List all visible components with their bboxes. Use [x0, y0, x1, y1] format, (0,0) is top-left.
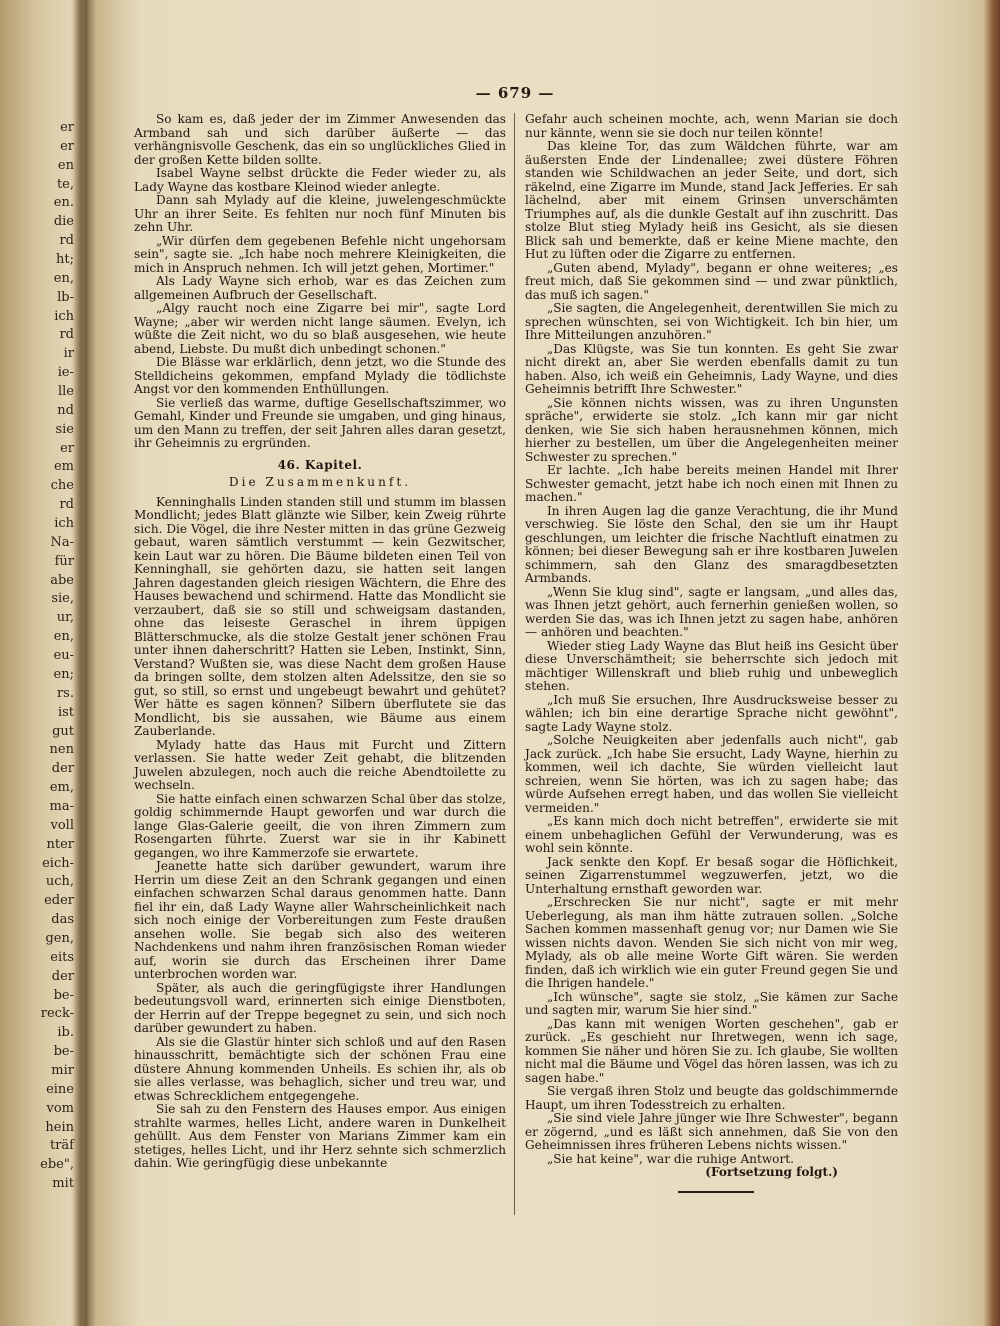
margin-fragment: en;	[53, 666, 74, 682]
left-text-column	[134, 113, 506, 1171]
margin-fragment: sie	[55, 421, 74, 437]
margin-fragment: ma-	[49, 798, 74, 814]
margin-fragment: ich	[54, 516, 74, 532]
chapter-subtitle: Die Zusammenkunft.	[228, 475, 412, 489]
margin-fragment: rd	[59, 497, 74, 513]
paragraph: „Ich muß Sie ersuchen, Ihre Ausdrucksweise besser zu wählen; ich bin eine derartige Sprache nicht gewöhnt", sagte Lady Wayne stolz.	[525, 692, 898, 734]
margin-fragment: vom	[46, 1100, 74, 1116]
margin-fragment: ist	[57, 704, 74, 720]
margin-fragment: ebe",	[40, 1157, 74, 1173]
paragraph: „Sie können nichts wissen, was zu ihren Ungunsten spräche", erwiderte sie stolz. „Ich kann mir gar nicht denken, wie Sie sich haben herausnehmen können, mich hierher zu bestellen, um über die Angelegenheiten meiner Schwester zu sprechen."	[525, 395, 898, 464]
margin-fragment: eine	[46, 1081, 74, 1097]
paragraph: „Sie sind viele Jahre jünger wie Ihre Schwester", begann er zögernd, „und es läßt sich annehmen, daß Sie von den Geheimnissen ihres früheren Lebens nichts wissen."	[525, 1111, 898, 1152]
paragraph: „Das Klügste, was Sie tun konnten. Es geht Sie zwar nicht direkt an, aber Sie werden ebenfalls damit zu tun haben. Also, ich weiß ein Geheimnis, Lady Wayne, und dies Geheimnis betrifft Ihre Schwester."	[525, 341, 898, 396]
margin-fragment: er	[60, 120, 74, 135]
column-divider	[514, 113, 515, 1215]
paragraph: Jeanette hatte sich darüber gewundert, warum ihre Herrin um diese Zeit an den Schrank gegangen und einen einfachen schwarzen Schal daraus genommen hatte. Dann fiel ihr ein, daß Lady Wayne aller Wahrscheinlichkeit nach sich noch einige der Vorbereitungen zum Feste draußen ansehen wolle. Sie begab sich also des weiteren Nachdenkens und nahm ihren französischen Roman wieder auf, worin sie durch das Erscheinen ihrer Dame unterbrochen worden war.	[134, 859, 506, 981]
margin-fragment: Na-	[50, 534, 74, 550]
margin-fragment: ir	[63, 346, 74, 362]
margin-fragment: reck-	[40, 1006, 74, 1022]
margin-fragment: gen,	[45, 930, 74, 946]
paragraph: Isabel Wayne selbst drückte die Feder wieder zu, als Lady Wayne das kostbare Kleinod wieder anlegte.	[134, 166, 506, 194]
paragraph: Wieder stieg Lady Wayne das Blut heiß ins Gesicht über diese Unverschämtheit; sie beherrschte sich jedoch mit mächtiger Willenskraft und blieb ruhig und unbeweglich stehen.	[525, 638, 898, 693]
paragraph: „Das kann mit wenigen Worten geschehen", gab er zurück. „Es geschieht nur Ihretwegen, wenn ich sage, kommen Sie näher und hören Sie zu. Ich glaube, Sie wollten nicht mal die Bäume und Vögel das hören lassen, was ich zu sagen habe."	[525, 1016, 898, 1085]
paragraph: Jack senkte den Kopf. Er besaß sogar die Höflichkeit, seinen Zigarrenstummel wegzuwerfen, jetzt, wo die Unterhaltung ernsthaft geworden war.	[525, 854, 898, 896]
margin-fragment: das	[51, 912, 74, 928]
paragraph: „Sie hat keine", war die ruhige Antwort.	[547, 1151, 794, 1166]
paragraph: „Wir dürfen dem gegebenen Befehle nicht ungehorsam sein", sagte sie. „Ich habe noch mehrere Kleinigkeiten, die mich in Anspruch nehmen. Ich will jetzt gehen, Mortimer."	[134, 233, 506, 275]
paragraph: So kam es, daß jeder der im Zimmer Anwesenden das Armband sah und sich darüber äußerte — das verhängnisvolle Geschenk, das ein so unglückliches Glied in der großen Kette bilden sollte.	[134, 112, 506, 167]
margin-fragment: mir	[51, 1062, 74, 1078]
paragraph: „Ich wünsche", sagte sie stolz, „Sie kämen zur Sache und sagten mir, warum Sie hier sind."	[525, 989, 898, 1017]
paragraph: Er lachte. „Ich habe bereits meinen Handel mit Ihrer Schwester gemacht, jetzt habe ich noch einen mit Ihnen zu machen."	[525, 463, 898, 504]
paragraph: „Guten abend, Mylady", begann er ohne weiteres; „es freut mich, daß Sie gekommen sind — und zwar pünktlich, das muß ich sagen."	[525, 260, 898, 302]
paragraph: Sie sah zu den Fenstern des Hauses empor. Aus einigen strahlte warmes, helles Licht, andere waren in Dunkelheit gehüllt. Aus dem Fenster von Marians Zimmer kam ein stetiges, helles Licht, und ihr Herz sehnte sich schmerzlich dahin. Wie geringfügig diese unbekannte	[134, 1102, 506, 1170]
margin-fragment: uch,	[45, 874, 74, 890]
margin-fragment: nter	[46, 836, 74, 852]
margin-fragment: er	[60, 440, 74, 456]
margin-fragment: che	[50, 478, 74, 494]
paragraph: Als sie die Glastür hinter sich schloß und auf den Rasen hinausschritt, bemächtigte sich der schönen Frau eine düstere Ahnung kommenden Unheils. Es schien ihr, als ob sie alles verlasse, was behaglich, sicher und treu war, und etwas Schrecklichem entgegengehe.	[134, 1034, 506, 1103]
margin-fragment: ur,	[56, 610, 74, 626]
margin-fragment: lle	[57, 384, 74, 400]
paragraph: Später, als auch die geringfügigste ihrer Handlungen bedeutungsvoll ward, erinnerten sich einige Dienstboten, der Herrin auf der Treppe begegnet zu sein, und sich noch darüber gewundert zu haben.	[134, 980, 506, 1035]
margin-fragment: en	[57, 157, 74, 173]
margin-fragment: träf	[49, 1138, 74, 1154]
book-gutter	[74, 0, 88, 1326]
margin-fragment: die	[53, 214, 74, 230]
paragraph: „Es kann mich doch nicht betreffen", erwiderte sie mit einem unbehaglichen Gefühl der Verwunderung, was es wohl sein könnte.	[525, 814, 898, 855]
margin-fragment: rd	[59, 233, 74, 249]
margin-fragment: eits	[50, 949, 74, 965]
margin-fragment: en,	[53, 270, 74, 286]
margin-fragment: rd	[59, 327, 74, 343]
left-page-margin-strip	[0, 0, 78, 1326]
paragraph: Dann sah Mylady auf die kleine, juwelengeschmückte Uhr an ihrer Seite. Es fehlten nur noch fünf Minuten bis zehn Uhr.	[134, 193, 506, 234]
chapter-heading: 46. Kapitel.	[277, 457, 363, 472]
margin-fragment: abe	[50, 572, 74, 588]
margin-fragment: nd	[57, 402, 74, 418]
margin-fragment: ht;	[56, 252, 74, 268]
end-rule	[678, 1191, 754, 1193]
paragraph: Sie vergaß ihren Stolz und beugte das goldschimmernde Haupt, um ihren Todesstreich zu erhalten.	[525, 1084, 898, 1112]
paragraph: Sie verließ das warme, duftige Gesellschaftszimmer, wo Gemahl, Kinder und Freunde sie umgaben, und ging hinaus, um den Mann zu treffen, der seit Jahren alles daran gesetzt, ihr Geheimnis zu ergründen.	[134, 395, 506, 450]
paragraph: In ihren Augen lag die ganze Verachtung, die ihr Mund verschwieg. Sie löste den Schal, den sie um ihr Haupt geschlungen, um leichter die frische Nachtluft einatmen zu können; bei dieser Bewegung sah er ihre kostbaren Juwelen schimmern, sah den Glanz des smaragdbesetzten Armbands.	[525, 503, 898, 585]
paragraph: Mylady hatte das Haus mit Furcht und Zittern verlassen. Sie hatte weder Zeit gehabt, die blitzenden Juwelen abzulegen, noch auch die reiche Abendtoilette zu wechseln.	[134, 737, 506, 792]
paragraph: Das kleine Tor, das zum Wäldchen führte, war am äußersten Ende der Lindenallee; zwei düstere Föhren standen wie Schildwachen an jeder Seite, und dort, sich räkelnd, eine Zigarre im Munde, stand Jack Jefferies. Er sah lächelnd, aber mit einem Grinsen unverschämten Triumphes auf, als die dunkle Gestalt auf ihn zuschritt. Das stolze Blut stieg Mylady heiß ins Gesicht, als sie diesen Blick sah und bemerkte, daß er keine Miene machte, den Hut zu lüften oder die Zigarre zu entfernen.	[525, 139, 898, 261]
paragraph: Kenninghalls Linden standen still und stumm im blassen Mondlicht; jedes Blatt glänzte wie Silber, kein Zweig rührte sich. Die Vögel, die ihre Nester mitten in das grüne Gezweig gebaut, waren sämtlich verstummt — kein Gezwitscher, kein Laut war zu hören. Die Bäume bildeten einen Teil von Kenninghall, sie gehörten dazu, sie hatten seit langen Jahren dagestanden gleich riesigen Wächtern, die Ehre des Hauses bewachend und schirmend. Hatte das Mondlicht sie verzaubert, daß sie so still und schweigsam dastanden, ohne das leiseste Geraschel in ihrem üppigen Blätterschmucke, als die stolze Gestalt jener schönen Frau unter ihnen daherschritt? Hatten sie Leben, Instinkt, Sinn, Verstand? Wußten sie, was diese Nacht dem großen Hause da bringen sollte, dem stolzen alten Adelssitze, den sie so gut, so still, so ernst und ungebeugt bewahrt und gehütet? Wer hätte es sagen können? Silbern überflutete sie das Mondlicht, bis sie aussahen, wie Bäume aus einem Zauberlande.	[134, 494, 506, 738]
margin-fragment: der	[51, 968, 74, 984]
paragraph: „Sie sagten, die Angelegenheit, derentwillen Sie mich zu sprechen wünschten, sei von Wichtigkeit. Ich bin hier, um Ihre Mitteilungen anzuhören."	[525, 301, 898, 342]
paragraph: Die Blässe war erklärlich, denn jetzt, wo die Stunde des Stelldicheins gekommen, empfand Mylady die tödlichste Angst vor den kommenden Enthüllungen.	[134, 355, 506, 396]
paragraph: „Wenn Sie klug sind", sagte er langsam, „und alles das, was Ihnen jetzt gehört, auch fernerhin genießen wollen, so werden Sie das, was ich Ihnen jetzt zu sagen habe, anhören — anhören und beachten."	[525, 584, 898, 639]
margin-fragment: voll	[50, 817, 74, 833]
margin-fragment: rs.	[56, 685, 74, 701]
margin-fragment: ich	[54, 308, 74, 324]
paragraph: „Algy raucht noch eine Zigarre bei mir", sagte Lord Wayne; „aber wir werden nicht lange säumen. Evelyn, ich wüßte die Zeit nicht, wo du so blaß ausgesehen, wie heute abend, Liebste. Du mußt dich unbedingt schonen."	[134, 301, 506, 356]
page-number: — 679 —	[475, 84, 555, 102]
book-edge	[984, 0, 1000, 1326]
margin-fragment: eder	[44, 893, 74, 909]
continuation-note: (Fortsetzung folgt.)	[705, 1165, 838, 1179]
margin-fragment: sie,	[51, 591, 74, 607]
paragraph: Sie hatte einfach einen schwarzen Schal über das stolze, goldig schimmernde Haupt geworfen und war durch die lange Glas-Galerie geeilt, die von ihren Zimmern zum Rosengarten führte. Zuerst war sie in ihr Kabinett gegangen, wo ihre Kammerzofe sie erwartete.	[134, 791, 506, 860]
margin-fragment: be-	[53, 987, 74, 1003]
margin-fragment: ie-	[57, 365, 74, 381]
margin-fragment: lb-	[57, 289, 74, 305]
margin-fragment: der	[51, 761, 74, 777]
margin-fragment: er	[60, 138, 74, 154]
paragraph: „Erschrecken Sie nur nicht", sagte er mit mehr Ueberlegung, als man ihm hätte zutrauen sollen. „Solche Sachen kommen massenhaft genug vor; nur Damen wie Sie wissen nichts davon. Wenden Sie sich nicht von mir weg, Mylady, als ob alle meine Worte Gift wären. Sie werden finden, daß ich wirklich wie ein guter Freund gegen Sie und die Ihrigen handele."	[525, 895, 898, 990]
margin-fragment: für	[54, 553, 74, 569]
paragraph: „Solche Neuigkeiten aber jedenfalls auch nicht", gab Jack zurück. „Ich habe Sie ersucht, Lady Wayne, hierhin zu kommen, weil ich dachte, Sie würden vielleicht laut schreien, wenn Sie hörten, was ich zu sagen habe; das würde Aufsehen erregt haben, und das wollen Sie vielleicht vermeiden."	[525, 733, 898, 815]
margin-fragment: eu-	[53, 648, 74, 664]
paragraph: Als Lady Wayne sich erhob, war es das Zeichen zum allgemeinen Aufbruch der Gesellschaft.	[134, 274, 506, 302]
paragraph: Gefahr auch scheinen mochte, ach, wenn Marian sie doch nur kännte, wenn sie sie doch nur teilen könnte!	[525, 112, 898, 140]
margin-fragment: be-	[53, 1044, 74, 1060]
margin-fragment: mit	[52, 1176, 74, 1192]
margin-fragment: ib.	[57, 1025, 74, 1041]
margin-fragment: nen	[49, 742, 74, 758]
margin-fragment: gut	[52, 723, 74, 739]
margin-fragment: te,	[56, 176, 74, 192]
right-text-column	[525, 113, 898, 1180]
margin-fragment: hein	[45, 1119, 74, 1135]
margin-fragment: eich-	[42, 855, 74, 871]
margin-fragment: en.	[53, 195, 74, 211]
margin-fragment: em,	[49, 780, 74, 796]
margin-fragment: em	[53, 459, 74, 475]
margin-fragment: en,	[53, 629, 74, 645]
